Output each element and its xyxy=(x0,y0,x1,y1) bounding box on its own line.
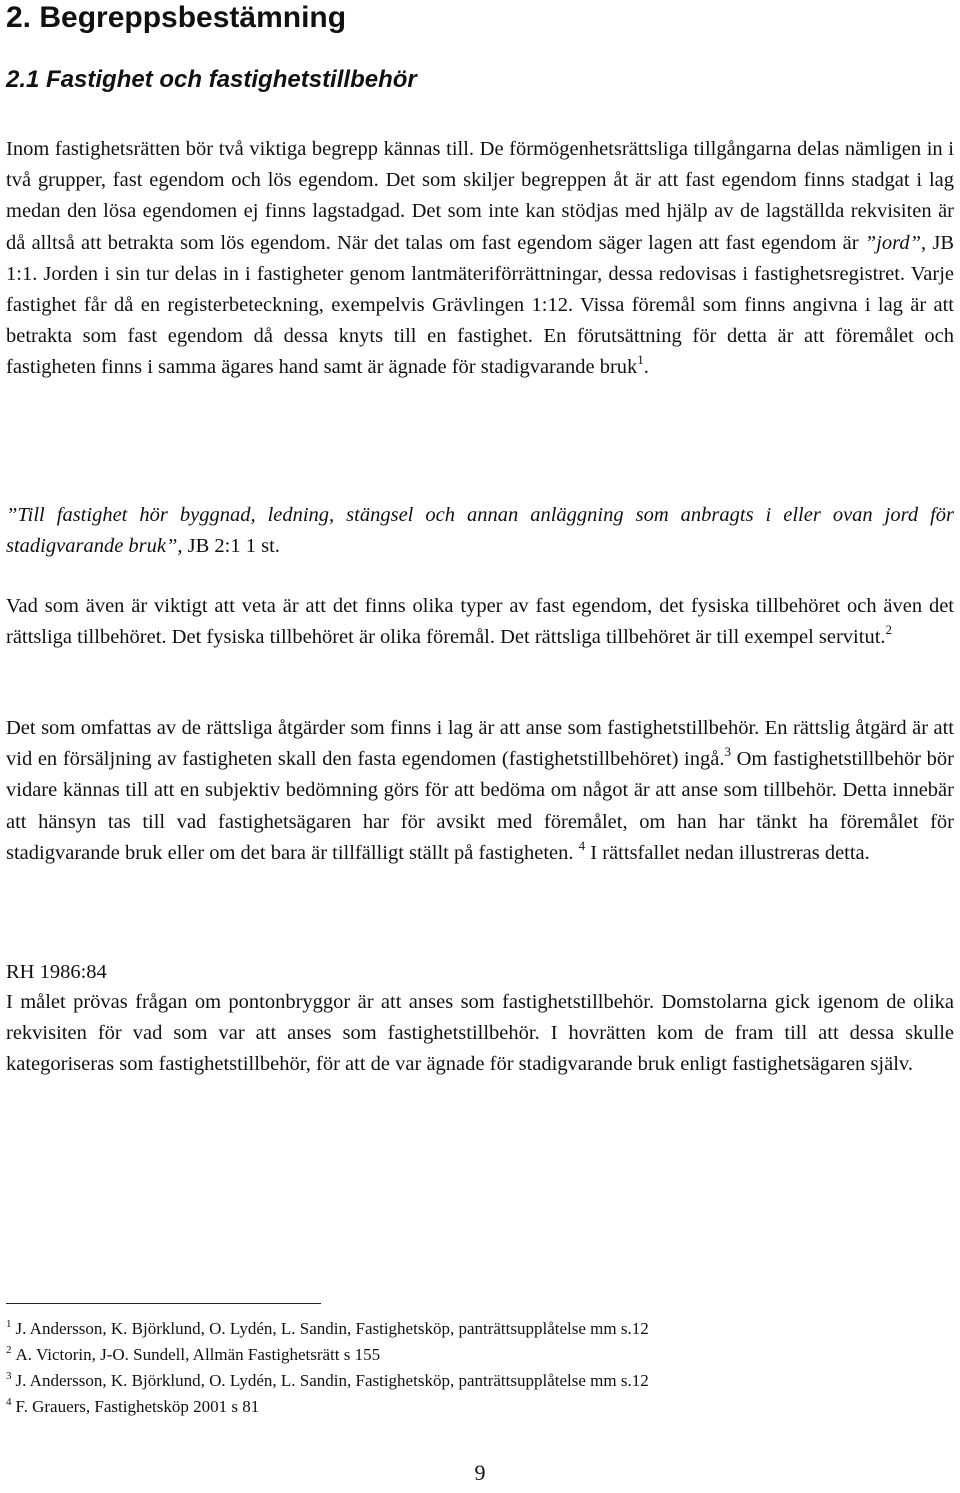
law-quote xyxy=(6,500,954,562)
jord-term: ”jord” xyxy=(864,231,921,254)
footnote-number: 1 xyxy=(6,1318,12,1330)
footnote-4 xyxy=(6,1394,954,1420)
footnote-ref-4[interactable]: 4 xyxy=(578,837,586,853)
paragraph-types xyxy=(6,591,954,653)
footnote-number: 3 xyxy=(6,1370,12,1382)
footnote-ref-1[interactable]: 1 xyxy=(637,352,644,368)
law-quote-text: ”Till fastighet hör byggnad, ledning, stängsel och annan anläggning som anbragts i eller ovan jord för stadigvarande bruk” xyxy=(6,504,954,558)
paragraph-legal-text-c: I rättsfallet nedan illustreras detta. xyxy=(585,841,870,864)
paragraph-intro-text-a: Inom fastighetsrätten bör två viktiga begrepp kännas till. De förmögenhetsrättsliga tillgångarna delas nämligen in i två grupper, fast egendom och lös egendom. Det som skiljer begreppen åt är att fast egendom finns stadgat i lag medan den lösa egendomen ej finns lagstadgad. Det som inte kan stödjas med hjälp av de lagställda rekvisiten är då alltså att betrakta som lös egendom. När det talas om fast egendom säger lagen att fast egendom är xyxy=(6,138,954,254)
footnote-text: J. Andersson, K. Björklund, O. Lydén, L. Sandin, Fastighetsköp, panträttsupplåtelse mm s.12 xyxy=(15,1371,649,1390)
section-heading: 2. Begreppsbestämning xyxy=(6,1,347,34)
paragraph-intro-end: . xyxy=(643,356,649,379)
paragraph-types-text: Vad som även är viktigt att veta är att det finns olika typer av fast egendom, det fysiska tillbehöret och även det rättsliga tillbehöret. Det fysiska tillbehöret är olika föremål. Det rättsliga tillbehöret är till exempel servitut. xyxy=(6,595,954,649)
page-number: 9 xyxy=(474,1460,486,1485)
footnote-1 xyxy=(6,1316,954,1342)
paragraph-legal-text-a: Det som omfattas av de rättsliga åtgärder som finns i lag är att anse som fastighetstillbehör. En rättslig åtgärd är att vid en försäljning av fastigheten skall den fasta egendomen (fastighetstillbehöret) ingå. xyxy=(6,717,954,771)
footnote-2 xyxy=(6,1342,954,1368)
footnote-number: 2 xyxy=(6,1344,12,1356)
footnote-text: J. Andersson, K. Björklund, O. Lydén, L. Sandin, Fastighetsköp, panträttsupplåtelse mm s.12 xyxy=(15,1319,649,1338)
footnote-3 xyxy=(6,1368,954,1394)
law-quote-ref: , JB 2:1 1 st. xyxy=(177,535,280,558)
footnote-ref-3[interactable]: 3 xyxy=(724,744,731,760)
footnote-text: A. Victorin, J-O. Sundell, Allmän Fastighetsrätt s 155 xyxy=(15,1345,381,1364)
paragraph-legal-text-b: Om fastighetstillbehör bör vidare kännas till att en subjektiv bedömning görs för att bedöma om något är att anse som tillbehör. Detta innebär att hänsyn tas till vad fastighetsägaren har för avsikt med föremålet, om han har tänkt ha föremålet för stadigvarande bruk eller om det bara är tillfälligt ställt på fastigheten. xyxy=(6,748,954,864)
footnote-number: 4 xyxy=(6,1396,12,1408)
case-reference: RH 1986:84 xyxy=(6,961,107,983)
paragraph-legal-measures xyxy=(6,713,954,869)
subsection-heading: 2.1 Fastighet och fastighetstillbehör xyxy=(6,66,417,93)
footnotes xyxy=(6,1316,954,1420)
footnote-separator xyxy=(6,1303,321,1304)
paragraph-case: I målet prövas frågan om pontonbryggor är att anses som fastighetstillbehör. Domstolarna gick igenom de olika rekvisiten för vad som var att anses som fastighetstillbehör. I hovrätten kom de fram till att dessa skulle kategoriseras som fastighetstillbehör, för att de var ägnade för stadigvarande bruk enligt fastighetsägaren själv. xyxy=(6,991,954,1076)
paragraph-intro-text-b: , JB 1:1. Jorden i sin tur delas in i fastigheter genom lantmäteriförrättningar, dessa redovisas i fastighetsregistret. Varje fastighet får då en registerbeteckning, exempelvis Grävlingen 1:12. Vissa föremål som finns angivna i lag är att betrakta som fast egendom då dessa knyts till en fastighet. En förutsättning för detta är att föremålet och fastigheten finns i samma ägares hand samt är ägnade för stadigvarande bruk xyxy=(6,231,954,379)
paragraph-intro xyxy=(6,134,954,384)
footnote-ref-2[interactable]: 2 xyxy=(885,622,893,638)
footnote-text: F. Grauers, Fastighetsköp 2001 s 81 xyxy=(15,1397,260,1416)
